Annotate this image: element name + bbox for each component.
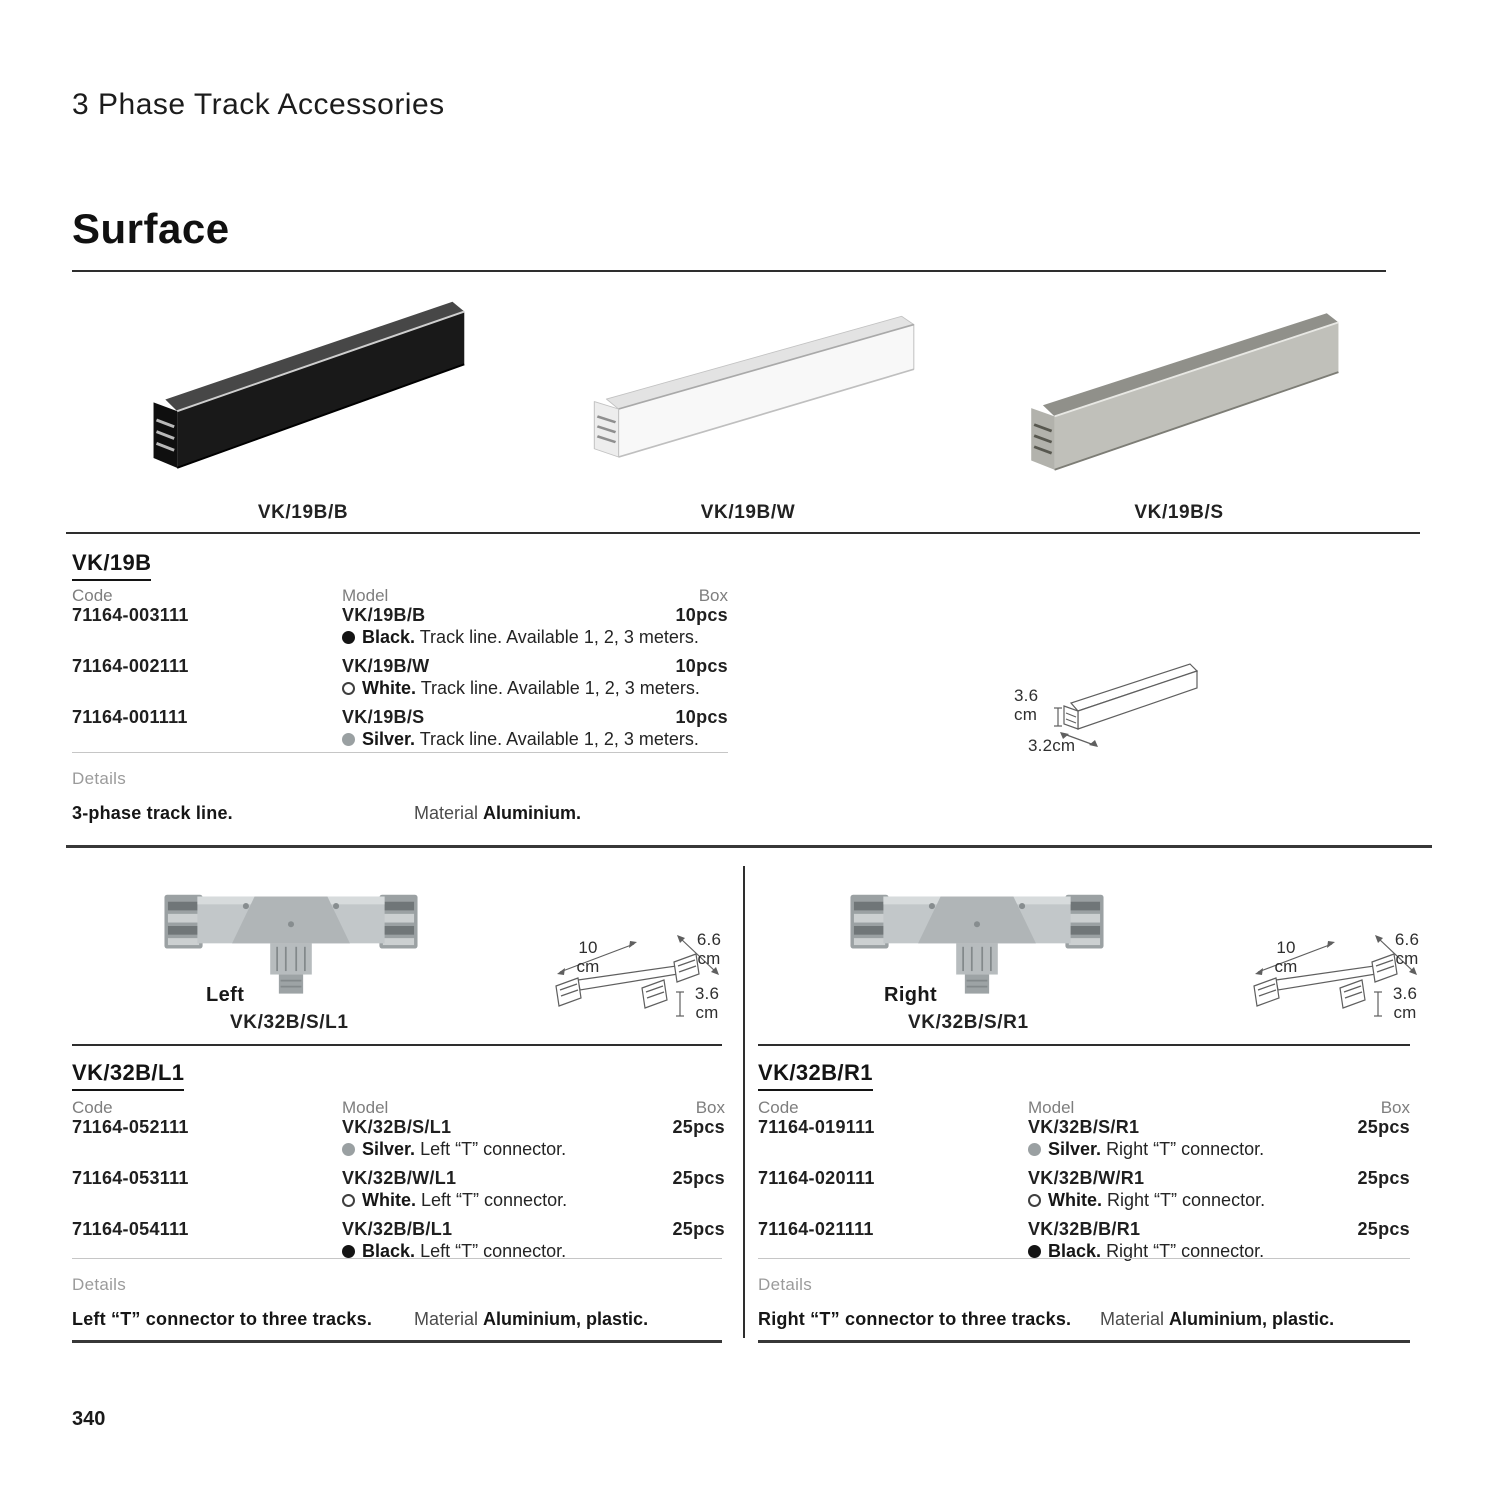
- dim-length-label: 10 cm: [1274, 938, 1298, 976]
- orientation-label: Right: [884, 984, 938, 1006]
- product-group-heading: VK/32B/R1: [758, 1060, 873, 1091]
- box-quantity: 25pcs: [672, 1168, 725, 1188]
- page-number: 340: [72, 1408, 106, 1430]
- product-description: White. Right “T” connector.: [1028, 1191, 1410, 1210]
- spec-table: [72, 1098, 725, 1271]
- column-header-code: Code: [72, 586, 113, 605]
- product-code: 71164-053111: [72, 1168, 189, 1188]
- column-header-box: Box: [1380, 1098, 1410, 1117]
- column-header-box: Box: [698, 586, 728, 605]
- table-header-row: [72, 1098, 725, 1118]
- section-divider: [72, 1340, 722, 1343]
- product-model: VK/32B/S/R1: [1028, 1117, 1140, 1137]
- details-text: Right “T” connector to three tracks.: [758, 1309, 1072, 1329]
- photo-caption: VK/32B/S/R1: [908, 1012, 1029, 1033]
- product-description: Black. Right “T” connector.: [1028, 1242, 1410, 1261]
- column-divider: [743, 866, 745, 1338]
- product-photo-t-connector-left: [138, 874, 444, 1004]
- product-code: 71164-003111: [72, 605, 189, 625]
- section-divider: [758, 1340, 1410, 1343]
- table-row: [758, 1118, 1410, 1159]
- box-quantity: 25pcs: [1357, 1168, 1410, 1188]
- details-block: [72, 1258, 722, 1329]
- spec-table: [72, 586, 728, 759]
- table-header-row: [72, 586, 728, 606]
- product-description: Black. Left “T” connector.: [342, 1242, 725, 1261]
- section-heading: Surface: [72, 205, 230, 252]
- product-caption: VK/19B/W: [700, 502, 796, 523]
- table-row: [72, 708, 728, 749]
- product-model: VK/19B/B: [342, 605, 426, 625]
- product-code: 71164-020111: [758, 1168, 875, 1188]
- product-description: White. Track line. Available 1, 2, 3 meters.: [342, 679, 728, 698]
- product-code: 71164-002111: [72, 656, 189, 676]
- product-description: Black. Track line. Available 1, 2, 3 meters.: [342, 628, 728, 647]
- color-swatch-icon: [1028, 1143, 1041, 1156]
- box-quantity: 25pcs: [672, 1117, 725, 1137]
- product-caption: VK/19B/B: [257, 502, 349, 523]
- section-divider: [758, 1044, 1410, 1046]
- dim-depth-label: 6.6 cm: [1394, 930, 1420, 968]
- column-header-model: Model: [342, 586, 389, 605]
- product-group-heading: VK/19B: [72, 550, 151, 581]
- product-model: VK/32B/B/R1: [1028, 1219, 1141, 1239]
- details-block: [72, 752, 728, 823]
- product-photo-track-silver: [1004, 304, 1354, 502]
- color-swatch-icon: [342, 631, 355, 644]
- color-swatch-icon: [342, 1194, 355, 1207]
- product-code: 71164-019111: [758, 1117, 875, 1137]
- product-model: VK/32B/S/L1: [342, 1117, 452, 1137]
- box-quantity: 25pcs: [672, 1219, 725, 1239]
- column-header-code: Code: [72, 1098, 113, 1117]
- details-label: Details: [72, 1275, 127, 1294]
- product-photo-track-black: [126, 292, 480, 502]
- product-code: 71164-054111: [72, 1219, 189, 1239]
- dim-depth-label: 6.6 cm: [696, 930, 722, 968]
- section-divider: [66, 845, 1432, 848]
- box-quantity: 10pcs: [675, 605, 728, 625]
- details-text: 3-phase track line.: [72, 803, 233, 823]
- details-block: [758, 1258, 1410, 1329]
- dimension-diagram-t-connector-left: [552, 926, 730, 1034]
- dim-length-label: 10 cm: [576, 938, 600, 976]
- details-label: Details: [758, 1275, 813, 1294]
- product-model: VK/32B/W/R1: [1028, 1168, 1145, 1188]
- product-model: VK/19B/W: [342, 656, 430, 676]
- box-quantity: 25pcs: [1357, 1117, 1410, 1137]
- box-quantity: 25pcs: [1357, 1219, 1410, 1239]
- product-description: Silver. Track line. Available 1, 2, 3 meters.: [342, 730, 728, 749]
- product-code: 71164-021111: [758, 1219, 874, 1239]
- details-text: Left “T” connector to three tracks.: [72, 1309, 373, 1329]
- product-description: White. Left “T” connector.: [342, 1191, 725, 1210]
- color-swatch-icon: [342, 1143, 355, 1156]
- table-row: [72, 1169, 725, 1210]
- product-description: Silver. Left “T” connector.: [342, 1140, 725, 1159]
- product-photo-t-connector-right: [824, 874, 1130, 1004]
- product-description: Silver. Right “T” connector.: [1028, 1140, 1410, 1159]
- color-swatch-icon: [342, 1245, 355, 1258]
- page-title: 3 Phase Track Accessories: [72, 88, 445, 121]
- column-header-model: Model: [342, 1098, 389, 1117]
- product-photo-track-white: [566, 308, 930, 486]
- orientation-label: Left: [206, 984, 245, 1006]
- material-text: Material Aluminium.: [414, 803, 582, 823]
- dimension-diagram-t-connector-right: [1250, 926, 1428, 1034]
- box-quantity: 10pcs: [675, 656, 728, 676]
- product-group-heading: VK/32B/L1: [72, 1060, 184, 1091]
- product-code: 71164-052111: [72, 1117, 189, 1137]
- product-code: 71164-001111: [72, 707, 188, 727]
- product-caption: VK/19B/S: [1134, 502, 1224, 523]
- details-label: Details: [72, 769, 127, 788]
- table-row: [72, 1118, 725, 1159]
- dim-height-label: 3.6 cm: [1392, 984, 1418, 1022]
- product-model: VK/19B/S: [342, 707, 425, 727]
- table-row: [72, 1220, 725, 1261]
- material-text: Material Aluminium, plastic.: [414, 1309, 649, 1329]
- table-row: [758, 1220, 1410, 1261]
- color-swatch-icon: [342, 682, 355, 695]
- color-swatch-icon: [1028, 1245, 1041, 1258]
- table-row: [758, 1169, 1410, 1210]
- spec-table: [758, 1098, 1410, 1271]
- table-header-row: [758, 1098, 1410, 1118]
- section-divider: [72, 270, 1386, 272]
- material-text: Material Aluminium, plastic.: [1100, 1309, 1335, 1329]
- column-header-model: Model: [1028, 1098, 1075, 1117]
- dimension-diagram-track: [1002, 650, 1212, 768]
- column-header-code: Code: [758, 1098, 799, 1117]
- column-header-box: Box: [695, 1098, 725, 1117]
- dim-height-label: 3.6 cm: [1014, 686, 1039, 724]
- product-model: VK/32B/W/L1: [342, 1168, 457, 1188]
- section-divider: [72, 1044, 722, 1046]
- product-model: VK/32B/B/L1: [342, 1219, 453, 1239]
- color-swatch-icon: [1028, 1194, 1041, 1207]
- dim-width-label: 3.2cm: [1028, 736, 1076, 755]
- color-swatch-icon: [342, 733, 355, 746]
- table-row: [72, 606, 728, 647]
- section-divider: [66, 532, 1420, 534]
- dim-height-label: 3.6 cm: [694, 984, 720, 1022]
- photo-caption: VK/32B/S/L1: [230, 1012, 349, 1033]
- table-row: [72, 657, 728, 698]
- box-quantity: 10pcs: [675, 707, 728, 727]
